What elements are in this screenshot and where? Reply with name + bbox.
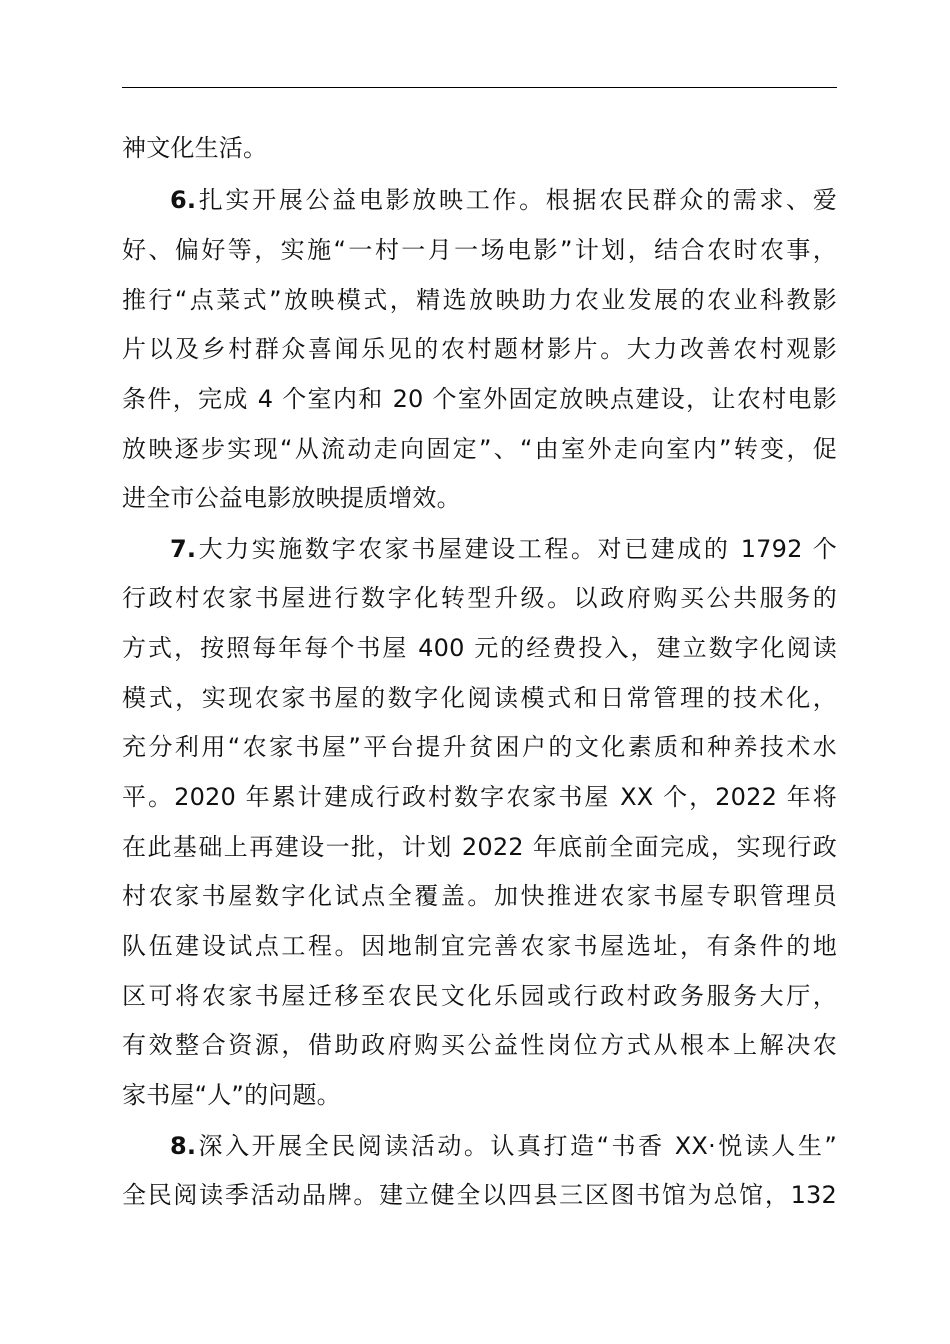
header-rule <box>122 87 837 88</box>
text-line: 平。2020 年累计建成行政村数字农家书屋 XX 个，2022 年将 <box>122 783 837 811</box>
text-line: 在此基础上再建设一批，计划 2022 年底前全面完成，实现行政 <box>122 833 837 861</box>
text-line: 有效整合资源，借助政府购买公益性岗位方式从根本上解决农 <box>122 1031 837 1059</box>
text-line: 模式，实现农家书屋的数字化阅读模式和日常管理的技术化， <box>122 684 837 712</box>
text-line: 进全市公益电影放映提质增效。 <box>122 484 461 512</box>
text-line: 村农家书屋数字化试点全覆盖。加快推进农家书屋专职管理员 <box>122 882 837 910</box>
text-line: 推行“点菜式”放映模式，精选放映助力农业发展的农业科教影 <box>122 286 837 314</box>
text-line: 条件，完成 4 个室内和 20 个室外固定放映点建设，让农村电影 <box>122 385 837 413</box>
item-7-first-line: 7.大力实施数字农家书屋建设工程。对已建成的 1792 个 <box>170 535 837 563</box>
text-line: 行政村农家书屋进行数字化转型升级。以政府购买公共服务的 <box>122 584 837 612</box>
text-line: 片以及乡村群众喜闻乐见的农村题材影片。大力改善农村观影 <box>122 335 837 363</box>
item-6-first-line: 6.扎实开展公益电影放映工作。根据农民群众的需求、爱 <box>170 186 837 214</box>
text-line: 充分利用“农家书屋”平台提升贫困户的文化素质和种养技术水 <box>122 733 837 761</box>
text-line: 区可将农家书屋迁移至农民文化乐园或行政村政务服务大厅， <box>122 982 837 1010</box>
text-line: 方式，按照每年每个书屋 400 元的经费投入，建立数字化阅读 <box>122 634 837 662</box>
text-line: 好、偏好等，实施“一村一月一场电影”计划，结合农时农事， <box>122 236 837 264</box>
text-line: 全民阅读季活动品牌。建立健全以四县三区图书馆为总馆，132 <box>122 1181 837 1209</box>
text-line: 队伍建设试点工程。因地制宜完善农家书屋选址，有条件的地 <box>122 932 837 960</box>
item-number-8: 8. <box>170 1132 197 1160</box>
item-8-first-line: 8.深入开展全民阅读活动。认真打造“书香 XX·悦读人生” <box>170 1132 837 1160</box>
text-line: 家书屋“人”的问题。 <box>122 1081 341 1109</box>
item-number-7: 7. <box>170 535 197 563</box>
text-line: 放映逐步实现“从流动走向固定”、“由室外走向室内”转变，促 <box>122 435 837 463</box>
item-number-6: 6. <box>170 186 197 214</box>
text-line: 神文化生活。 <box>122 134 268 162</box>
